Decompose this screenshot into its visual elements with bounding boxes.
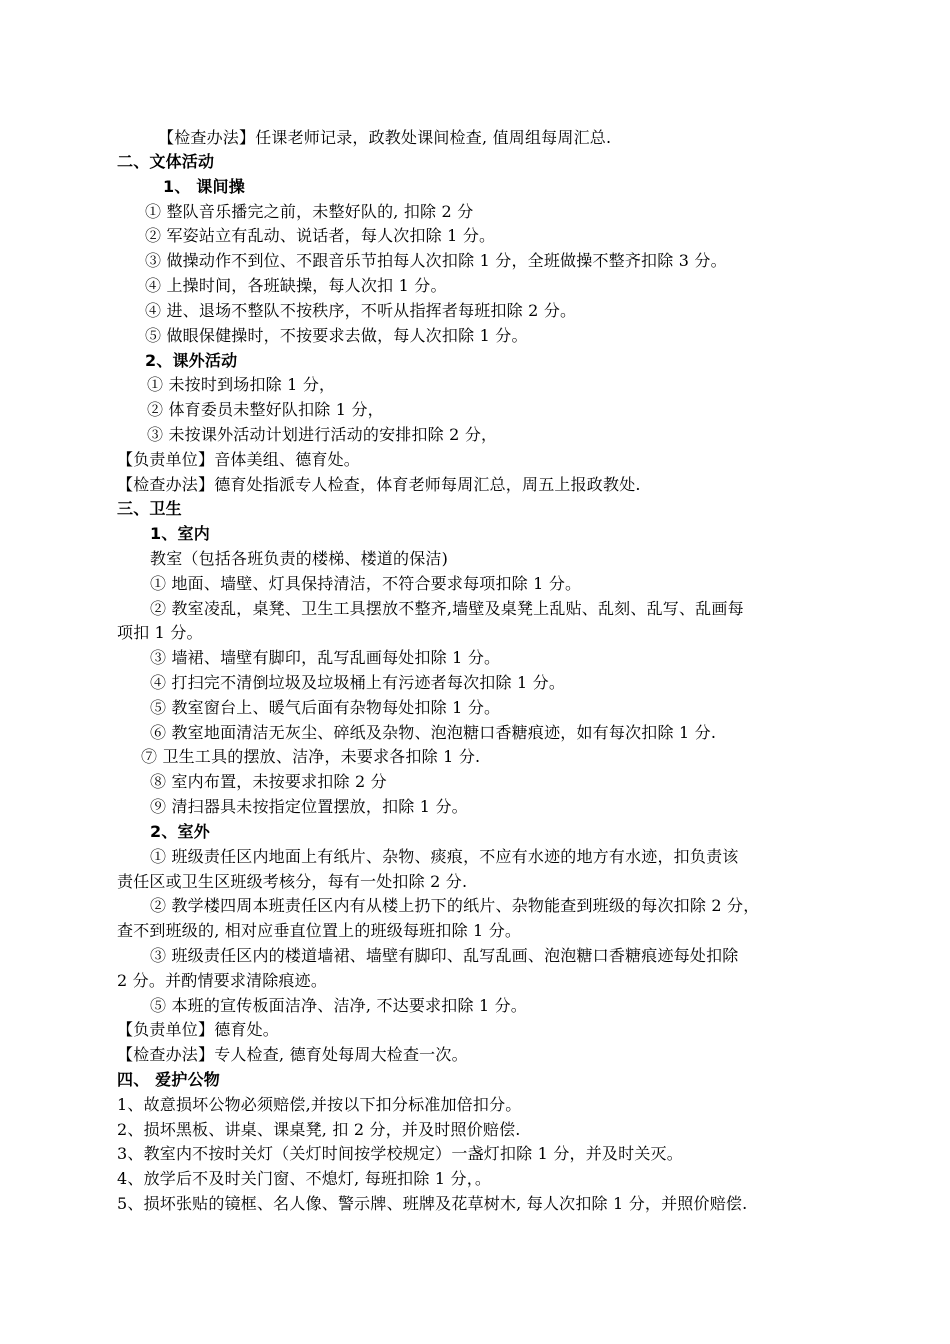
subsection-heading: 2、课外活动 <box>145 351 238 370</box>
text-line: ⑨ 清扫器具未按指定位置摆放，扣除 1 分。 <box>150 797 468 816</box>
text-line: ② 军姿站立有乱动、说话者，每人次扣除 1 分。 <box>145 226 496 245</box>
text-line: ④ 打扫完不清倒垃圾及垃圾桶上有污迹者每次扣除 1 分。 <box>150 673 566 692</box>
text-line: 3、教室内不按时关灯（关灯时间按学校规定）一盏灯扣除 1 分，并及时关灭。 <box>117 1144 683 1163</box>
text-line: ① 地面、墙壁、灯具保持清洁，不符合要求每项扣除 1 分。 <box>150 574 582 593</box>
text-line: ③ 未按课外活动计划进行活动的安排扣除 2 分， <box>147 425 498 444</box>
text-line: 1、故意损坏公物必须赔偿,并按以下扣分标准加倍扣分。 <box>117 1095 522 1114</box>
text-line: ⑤ 教室窗台上、暖气后面有杂物每处扣除 1 分。 <box>150 698 501 717</box>
text-line: 【检查办法】任课老师记录，政教处课间检查, 值周组每周汇总. <box>158 128 612 147</box>
text-line: 【负责单位】德育处。 <box>117 1020 280 1039</box>
text-line: ③ 做操动作不到位、不跟音乐节拍每人次扣除 1 分，全班做操不整齐扣除 3 分。 <box>145 251 727 270</box>
text-line: ③ 墙裙、墙壁有脚印，乱写乱画每处扣除 1 分。 <box>150 648 501 667</box>
text-line: ⑦ 卫生工具的摆放、洁净，未要求各扣除 1 分. <box>141 747 481 766</box>
text-line: ⑥ 教室地面清洁无灰尘、碎纸及杂物、泡泡糖口香糖痕迹，如有每次扣除 1 分. <box>150 723 717 742</box>
text-line: ① 班级责任区内地面上有纸片、杂物、痰痕，不应有水迹的地方有水迹，扣负责该 <box>150 847 739 866</box>
text-line: 查不到班级的, 相对应垂直位置上的班级每班扣除 1 分。 <box>117 921 522 940</box>
section-heading: 三、卫生 <box>117 499 182 518</box>
text-line: ③ 班级责任区内的楼道墙裙、墙壁有脚印、乱写乱画、泡泡糖口香糖痕迹每处扣除 <box>150 946 739 965</box>
text-line: ② 体育委员未整好队扣除 1 分， <box>147 400 384 419</box>
text-line: 【负责单位】音体美组、德育处。 <box>117 450 361 469</box>
text-line: 4、放学后不及时关门窗、不熄灯, 每班扣除 1 分，。 <box>117 1169 492 1188</box>
text-line: ② 教室凌乱，桌凳、卫生工具摆放不整齐,墙壁及桌凳上乱贴、乱刻、乱写、乱画每 <box>150 599 744 618</box>
text-line: ② 教学楼四周本班责任区内有从楼上扔下的纸片、杂物能查到班级的每次扣除 2 分， <box>150 896 760 915</box>
text-line: 2、损坏黑板、讲桌、课桌凳, 扣 2 分，并及时照价赔偿. <box>117 1120 521 1139</box>
text-line: 责任区或卫生区班级考核分，每有一处扣除 2 分. <box>117 872 468 891</box>
section-heading: 四、 爱护公物 <box>117 1070 220 1089</box>
subsection-heading: 1、室内 <box>150 524 210 543</box>
text-line: 【检查办法】德育处指派专人检查，体育老师每周汇总，周五上报政教处. <box>117 475 641 494</box>
text-line: 项扣 1 分。 <box>117 623 203 642</box>
text-line: ⑧ 室内布置，未按要求扣除 2 分 <box>150 772 387 791</box>
subsection-heading: 2、室外 <box>150 822 210 841</box>
text-line: ① 未按时到场扣除 1 分， <box>147 375 336 394</box>
text-line: 2 分。并酌情要求清除痕迹。 <box>117 971 328 990</box>
text-line: 【检查办法】专人检查, 德育处每周大检查一次。 <box>117 1045 468 1064</box>
text-line: 5、损坏张贴的镜框、名人像、警示牌、班牌及花草树木, 每人次扣除 1 分，并照价赔偿. <box>117 1194 748 1213</box>
text-line: ⑤ 做眼保健操时，不按要求去做，每人次扣除 1 分。 <box>145 326 528 345</box>
text-line: ④ 上操时间，各班缺操，每人次扣 1 分。 <box>145 276 447 295</box>
text-line: 教室（包括各班负责的楼梯、楼道的保洁) <box>150 549 449 568</box>
subsection-heading: 1、 课间操 <box>163 177 245 196</box>
text-line: ① 整队音乐播完之前，未整好队的, 扣除 2 分 <box>145 202 474 221</box>
text-line: ④ 进、退场不整队不按秩序，不听从指挥者每班扣除 2 分。 <box>145 301 577 320</box>
text-line: ⑤ 本班的宣传板面洁净、洁净, 不达要求扣除 1 分。 <box>150 996 528 1015</box>
section-heading: 二、文体活动 <box>117 152 215 171</box>
